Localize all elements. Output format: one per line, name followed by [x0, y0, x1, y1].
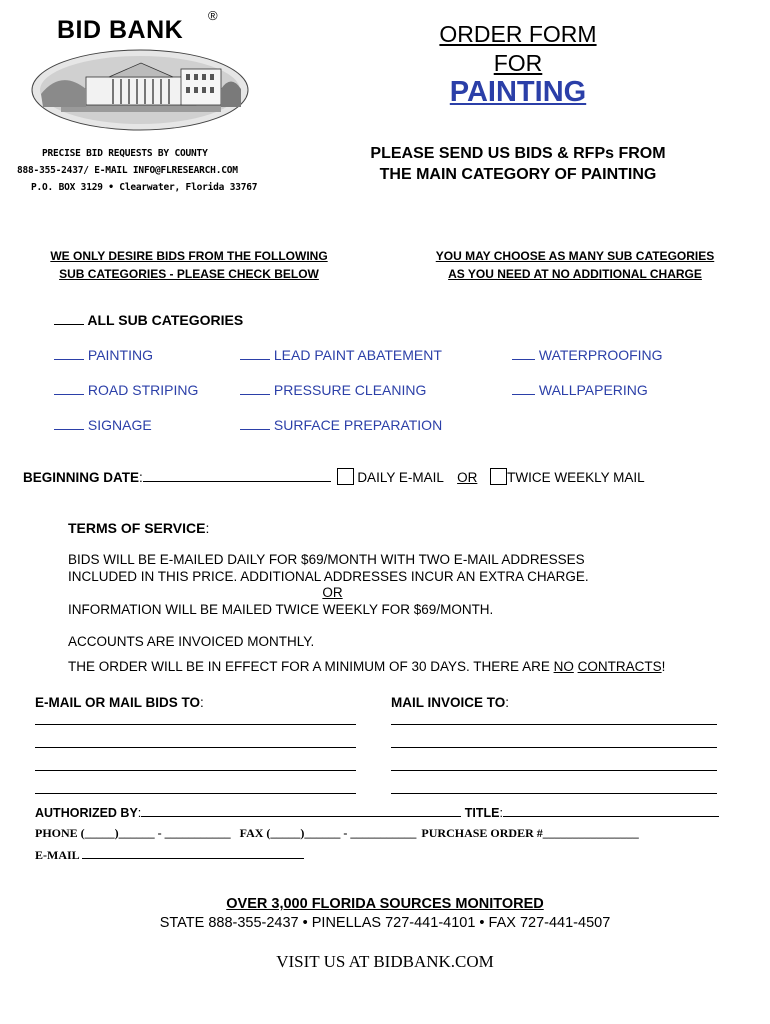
- fax-field[interactable]: FAX (_____)______ - ___________: [239, 826, 417, 840]
- for-heading: FOR: [493, 50, 543, 76]
- phone-field[interactable]: PHONE (_____)______ - ___________: [35, 826, 231, 840]
- invoice-address-line-1[interactable]: [391, 724, 717, 725]
- authorized-by-field[interactable]: [141, 815, 461, 817]
- terms-heading-row: TERMS OF SERVICE:: [68, 520, 210, 536]
- email-or-mail-heading: E-MAIL OR MAIL BIDS TO:: [35, 695, 204, 710]
- terms-line-3: INFORMATION WILL BE MAILED TWICE WEEKLY FOR $69/MONTH.: [68, 601, 494, 617]
- mail-invoice-heading: MAIL INVOICE TO:: [391, 695, 510, 710]
- left-instruction-2: SUB CATEGORIES - PLEASE CHECK BELOW: [59, 267, 319, 281]
- authorized-row: AUTHORIZED BY: TITLE:: [35, 806, 719, 820]
- wallpapering-label: WALLPAPERING: [538, 382, 648, 398]
- signage-label: SIGNAGE: [87, 417, 152, 433]
- invoice-address-line-2[interactable]: [391, 747, 717, 748]
- terms-heading: TERMS OF SERVICE: [68, 520, 206, 536]
- twice-weekly-label: TWICE WEEKLY MAIL: [507, 470, 645, 485]
- invoice-address-line-4[interactable]: [391, 793, 717, 794]
- option-all-sub-categories[interactable]: [54, 312, 243, 328]
- bids-address-line-4[interactable]: [35, 793, 356, 794]
- option-waterproofing[interactable]: [512, 347, 663, 363]
- all-label: ALL SUB CATEGORIES: [87, 312, 244, 328]
- email-field[interactable]: [82, 857, 304, 859]
- painting-label: PAINTING: [87, 347, 153, 363]
- invoice-address-line-3[interactable]: [391, 770, 717, 771]
- bids-address-line-3[interactable]: [35, 770, 356, 771]
- registered-mark: ®: [208, 8, 218, 23]
- waterproofing-checkline[interactable]: [512, 358, 535, 360]
- lead-paint-checkline[interactable]: [240, 358, 270, 360]
- option-signage[interactable]: [54, 417, 152, 433]
- surface-prep-label: SURFACE PREPARATION: [273, 417, 443, 433]
- visit-website[interactable]: VISIT US AT BIDBANK.COM: [276, 952, 494, 971]
- signage-checkline[interactable]: [54, 428, 84, 430]
- terms-line-1: BIDS WILL BE E-MAILED DAILY FOR $69/MONTH WITH TWO E-MAIL ADDRESSES: [68, 552, 585, 567]
- logo-title: BID BANK: [57, 16, 184, 44]
- title-label: TITLE: [464, 806, 500, 820]
- right-instruction-2: AS YOU NEED AT NO ADDITIONAL CHARGE: [448, 267, 702, 281]
- terms-line-4: ACCOUNTS ARE INVOICED MONTHLY.: [68, 634, 315, 649]
- surface-prep-checkline[interactable]: [240, 428, 270, 430]
- waterproofing-label: WATERPROOFING: [538, 347, 663, 363]
- terms-or: OR: [322, 585, 343, 600]
- right-instruction-1: YOU MAY CHOOSE AS MANY SUB CATEGORIES: [435, 249, 715, 263]
- all-checkline[interactable]: [54, 323, 84, 325]
- lead-paint-label: LEAD PAINT ABATEMENT: [273, 347, 442, 363]
- option-painting[interactable]: [54, 347, 153, 363]
- terms-line-5: THE ORDER WILL BE IN EFFECT FOR A MINIMUM OF 30 DAYS. THERE ARE NO CONTRACTS!: [68, 658, 666, 674]
- purchase-order-field[interactable]: PURCHASE ORDER #________________: [421, 826, 639, 840]
- painting-title: PAINTING: [449, 76, 587, 108]
- logo-contact: 888-355-2437/ E-MAIL INFO@FLRESEARCH.COM: [17, 165, 238, 176]
- email-or-mail-label: E-MAIL OR MAIL BIDS TO: [35, 695, 201, 710]
- delivery-row: BEGINNING DATE: DAILY E-MAIL OR TWICE WEEKLY MAIL: [23, 470, 645, 485]
- authorized-by-label: AUTHORIZED BY: [35, 806, 138, 820]
- order-form-title: [380, 20, 656, 78]
- bids-address-line-1[interactable]: [35, 724, 356, 725]
- please-send-line-1: PLEASE SEND US BIDS & RFPs FROM: [370, 145, 666, 162]
- beginning-date-field[interactable]: [143, 480, 331, 482]
- phone-row: [35, 826, 639, 841]
- bids-address-line-2[interactable]: [35, 747, 356, 748]
- terms-body: [68, 552, 708, 675]
- email-label: E-MAIL: [35, 848, 80, 862]
- title-field[interactable]: [503, 815, 719, 817]
- building-engraving-logo: [31, 49, 249, 132]
- twice-weekly-checkbox[interactable]: [490, 468, 507, 485]
- please-send-notice: [330, 143, 706, 185]
- mail-invoice-label: MAIL INVOICE TO: [391, 695, 506, 710]
- terms-line-2: INCLUDED IN THIS PRICE. ADDITIONAL ADDRESSES INCUR AN EXTRA CHARGE.: [68, 568, 589, 584]
- left-instruction-1: WE ONLY DESIRE BIDS FROM THE FOLLOWING: [50, 249, 328, 263]
- option-wallpapering[interactable]: [512, 382, 648, 398]
- or-label: OR: [457, 470, 478, 485]
- right-instructions: [418, 247, 732, 283]
- contact-phones: STATE 888-355-2437 • PINELLAS 727-441-4101 • FAX 727-441-4507: [159, 915, 611, 931]
- road-striping-label: ROAD STRIPING: [87, 382, 199, 398]
- logo-tagline: PRECISE BID REQUESTS BY COUNTY: [42, 148, 208, 159]
- road-striping-checkline[interactable]: [54, 393, 84, 395]
- painting-checkline[interactable]: [54, 358, 84, 360]
- pressure-cleaning-checkline[interactable]: [240, 393, 270, 395]
- pressure-cleaning-label: PRESSURE CLEANING: [273, 382, 427, 398]
- option-road-striping[interactable]: [54, 382, 198, 398]
- left-instructions: [30, 247, 348, 283]
- wallpapering-checkline[interactable]: [512, 393, 535, 395]
- daily-email-label: DAILY E-MAIL: [357, 470, 444, 485]
- option-surface-prep[interactable]: [240, 417, 442, 433]
- daily-email-checkbox[interactable]: [337, 468, 354, 485]
- logo-address: P.O. BOX 3129 • Clearwater, Florida 33767: [31, 182, 258, 193]
- contracts-text: CONTRACTS: [577, 658, 662, 674]
- beginning-date-label: BEGINNING DATE: [23, 470, 140, 485]
- option-lead-paint[interactable]: [240, 347, 442, 363]
- sources-monitored: OVER 3,000 FLORIDA SOURCES MONITORED: [226, 896, 544, 912]
- option-pressure-cleaning[interactable]: [240, 382, 426, 398]
- no-text: NO: [553, 658, 574, 674]
- order-form-heading: ORDER FORM: [439, 21, 597, 47]
- please-send-line-2: THE MAIN CATEGORY OF PAINTING: [379, 166, 657, 183]
- email-row: [35, 848, 304, 863]
